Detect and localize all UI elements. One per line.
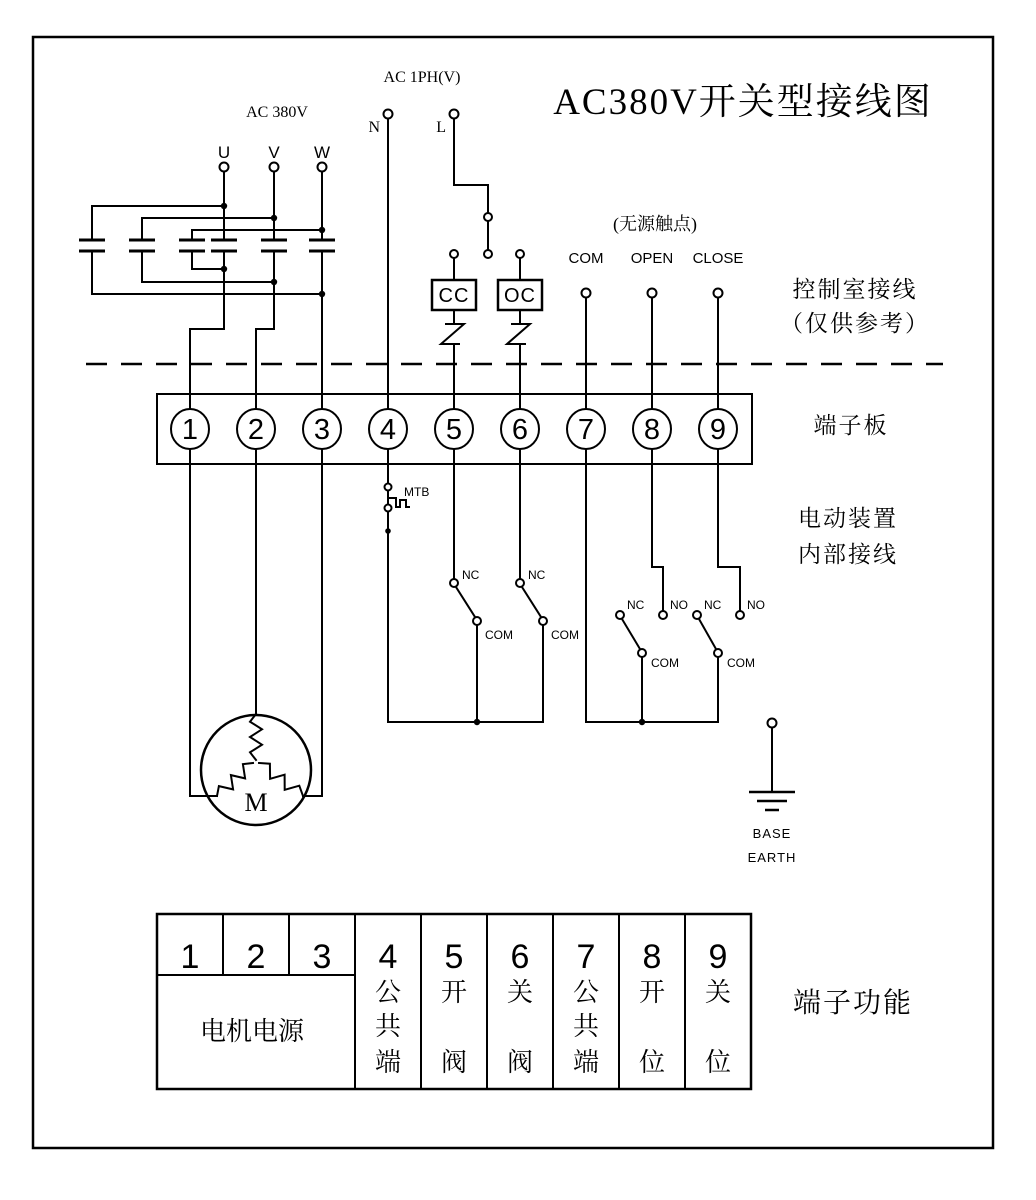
cc-relay-label: CC [438, 285, 470, 307]
terminal-n [384, 110, 393, 119]
table-col4-label [375, 978, 401, 1077]
motor [201, 714, 311, 825]
close-label: CLOSE [692, 250, 744, 267]
terminal-5-number: 5 [445, 414, 463, 446]
terminal-7-number: 7 [577, 414, 595, 446]
table-number-1: 1 [180, 938, 200, 976]
bus-junction-dot-right [639, 719, 645, 725]
phase-u-label: U [217, 143, 231, 162]
phase-u-wire [190, 172, 224, 410]
control-room-note-line1: 控制室接线 [792, 277, 918, 302]
pos9-com-label: COM [727, 656, 755, 670]
terminal-1-number: 1 [181, 414, 199, 446]
table-number-8: 8 [642, 938, 662, 976]
pos9-blade [699, 619, 716, 649]
open-input-terminal [648, 289, 657, 298]
bus-junction-dot-left [474, 719, 480, 725]
terminal-4-number: 4 [379, 414, 397, 446]
table-col6-char2: 阀 [506, 1048, 534, 1077]
terminal-l [450, 110, 459, 119]
diagram-title: AC380V开关型接线图 [553, 82, 933, 123]
table-col5-char1: 开 [440, 978, 468, 1007]
control-room-note-line2: （仅供参考） [780, 311, 930, 336]
cc-throw-contact [450, 250, 458, 258]
earth-ground-bars [749, 792, 795, 810]
motor-feed-1-wire [190, 449, 217, 796]
selector-pole-top [484, 213, 492, 221]
table-number-4: 4 [378, 938, 398, 976]
mtb-contact-bottom [385, 505, 392, 512]
neutral-label: N [368, 119, 380, 136]
pos8-com-contact [638, 649, 646, 657]
live-wire [454, 119, 488, 251]
limit6-nc-label: NC [528, 568, 546, 582]
terminal-function-note: 端子功能 [792, 988, 914, 1019]
table-number-2: 2 [246, 938, 266, 976]
internal-wiring-note-line2: 内部接线 [798, 542, 898, 567]
terminal-function-table [157, 914, 751, 1089]
terminal-v [270, 163, 279, 172]
close-position-9-wire [718, 449, 740, 611]
mtb-contact-top [385, 484, 392, 491]
mtb-junction-dot [385, 528, 391, 534]
terminal-2-number: 2 [247, 414, 265, 446]
table-col6-label [507, 978, 533, 1077]
pos9-no-contact [736, 611, 744, 619]
table-col8-char1: 开 [638, 978, 666, 1007]
open-label: OPEN [630, 250, 674, 267]
phase-w-label: W [313, 143, 331, 162]
three-phase-label: AC 380V [246, 104, 308, 121]
table-col4-char3: 端 [374, 1048, 402, 1077]
earth-terminal [768, 719, 777, 728]
table-col4-char2: 共 [374, 1012, 402, 1041]
table-motor-power-label: 电机电源 [199, 1017, 305, 1046]
oc-relay-label: OC [504, 285, 536, 307]
pos8-com-label: COM [651, 656, 679, 670]
limit5-com-contact [473, 617, 481, 625]
table-col5-char2: 阀 [440, 1048, 468, 1077]
open-position-8-wire [652, 449, 663, 611]
limit6-com-label: COM [551, 628, 579, 642]
pos8-nc-label: NC [627, 598, 645, 612]
table-col9-char1: 关 [704, 978, 732, 1007]
contactor-contact-plates [79, 240, 335, 251]
terminal-6-number: 6 [511, 414, 529, 446]
limit5-blade [456, 587, 475, 617]
table-number-5: 5 [444, 938, 464, 976]
pos9-nc-label: NC [704, 598, 722, 612]
earth-symbol [748, 719, 797, 866]
motor-label: M [244, 788, 268, 817]
passive-contact-inputs [569, 214, 744, 409]
earth-label-line1: BASE [752, 826, 792, 841]
table-col7-char1: 公 [572, 978, 600, 1007]
terminal-u [220, 163, 229, 172]
limit6-blade [522, 587, 541, 617]
earth-label-line2: EARTH [747, 850, 797, 865]
table-col8-label [639, 978, 665, 1077]
limit5-nc-contact [450, 579, 458, 587]
pos8-blade [622, 619, 640, 649]
table-col7-label [573, 978, 599, 1077]
pos9-no-label: NO [747, 598, 765, 612]
limit6-nc-contact [516, 579, 524, 587]
phase-v-wire [256, 172, 274, 410]
table-col7-char3: 端 [572, 1048, 600, 1077]
pos9-nc-contact [693, 611, 701, 619]
table-col9-char2: 位 [704, 1048, 732, 1077]
motor-winding-top [250, 714, 262, 760]
terminal-board-note: 端子板 [813, 413, 889, 438]
table-number-7: 7 [576, 938, 596, 976]
limit5-com-label: COM [485, 628, 513, 642]
table-col6-char1: 关 [506, 978, 534, 1007]
com-input-terminal [582, 289, 591, 298]
table-col7-char2: 共 [572, 1012, 600, 1041]
terminal-3-number: 3 [313, 414, 331, 446]
table-col8-char2: 位 [638, 1048, 666, 1077]
reversing-contact-links [92, 206, 322, 294]
pos8-no-label: NO [670, 598, 688, 612]
table-number-6: 6 [510, 938, 530, 976]
phase-v-label: V [268, 143, 280, 162]
limit6-com-contact [539, 617, 547, 625]
table-col9-label [705, 978, 731, 1077]
terminal-8-number: 8 [643, 414, 661, 446]
internal-wiring [190, 449, 765, 796]
table-grid-lines [157, 914, 685, 1089]
pos8-nc-contact [616, 611, 624, 619]
table-number-9: 9 [708, 938, 728, 976]
live-label: L [436, 119, 446, 136]
table-number-3: 3 [312, 938, 332, 976]
close-input-terminal [714, 289, 723, 298]
pos9-com-contact [714, 649, 722, 657]
terminal-w [318, 163, 327, 172]
relay-branches [432, 258, 542, 409]
single-phase-supply [368, 69, 524, 409]
com-label: COM [568, 250, 604, 267]
single-phase-label: AC 1PH(V) [383, 69, 461, 86]
internal-wiring-note-line1: 电动装置 [798, 506, 898, 531]
annotations [780, 277, 930, 1019]
passive-note: (无源触点) [613, 214, 697, 234]
oc-throw-contact [516, 250, 524, 258]
table-col4-char1: 公 [374, 978, 402, 1007]
mtb-label: MTB [404, 485, 430, 499]
limit5-nc-label: NC [462, 568, 480, 582]
selector-pole-end [484, 250, 492, 258]
table-col5-label [441, 978, 467, 1077]
terminal-9-number: 9 [709, 414, 727, 446]
pos8-no-contact [659, 611, 667, 619]
